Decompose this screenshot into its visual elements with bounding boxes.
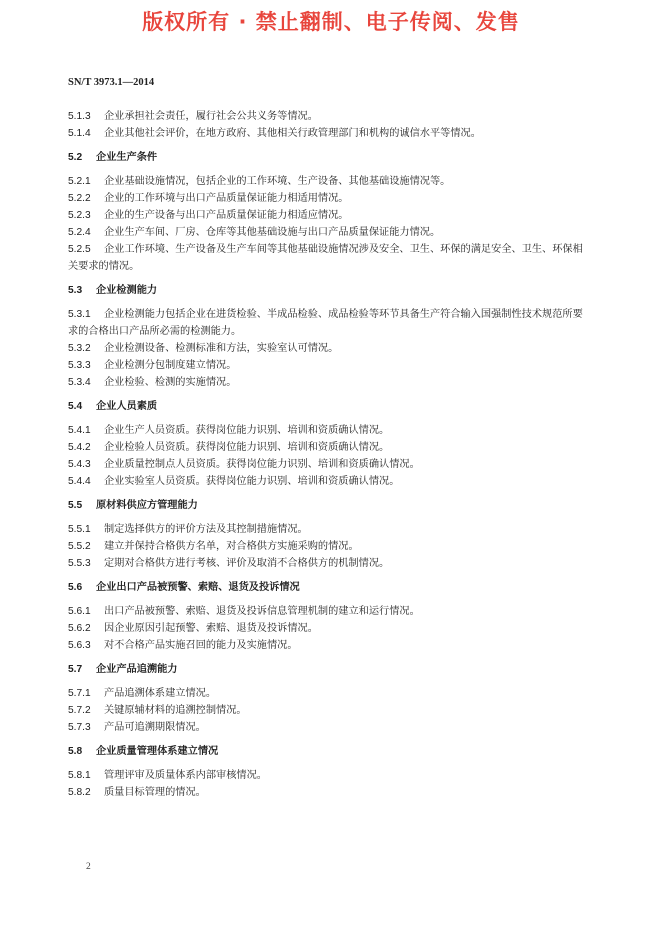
clause-text: 因企业原因引起预警、索赔、退货及投诉情况。 bbox=[104, 623, 318, 634]
clause-item bbox=[68, 207, 588, 224]
standard-code: SN/T 3973.1—2014 bbox=[68, 77, 155, 88]
clause-number: 5.7.1 bbox=[68, 688, 91, 699]
section-heading bbox=[68, 149, 588, 166]
copyright-watermark: 版权所有 · 禁止翻制、电子传阅、发售 bbox=[142, 10, 520, 34]
clause-number: 5.3.3 bbox=[68, 360, 91, 371]
clause-number: 5.4.1 bbox=[68, 425, 91, 436]
clause-number: 5.8 bbox=[68, 746, 83, 757]
clause-number: 5.4.4 bbox=[68, 476, 91, 487]
clause-item bbox=[68, 784, 588, 801]
section-heading bbox=[68, 579, 588, 596]
clause-text: 对不合格产品实施召回的能力及实施情况。 bbox=[104, 640, 298, 651]
clause-text: 企业生产车间、厂房、仓库等其他基础设施与出口产品质量保证能力情况。 bbox=[104, 227, 441, 238]
document-body bbox=[68, 108, 588, 801]
clause-item bbox=[68, 620, 588, 637]
clause-number: 5.4 bbox=[68, 401, 83, 412]
clause-text: 企业检测分包制度建立情况。 bbox=[104, 360, 237, 371]
clause-number: 5.3.2 bbox=[68, 343, 91, 354]
clause-number: 5.1.4 bbox=[68, 128, 91, 139]
clause-item bbox=[68, 422, 588, 439]
clause-item bbox=[68, 439, 588, 456]
clause-item bbox=[68, 767, 588, 784]
clause-text: 关键原辅材料的追溯控制情况。 bbox=[104, 705, 247, 716]
clause-number: 5.7 bbox=[68, 664, 83, 675]
clause-item bbox=[68, 702, 588, 719]
clause-text: 企业基础设施情况，包括企业的工作环境、生产设备、其他基础设施情况等。 bbox=[104, 176, 451, 187]
clause-text: 出口产品被预警、索赔、退货及投诉信息管理机制的建立和运行情况。 bbox=[104, 606, 420, 617]
clause-number: 5.3 bbox=[68, 285, 83, 296]
clause-item bbox=[68, 719, 588, 736]
section-heading bbox=[68, 661, 588, 678]
clause-item bbox=[68, 125, 588, 142]
clause-text: 企业生产条件 bbox=[96, 152, 158, 163]
clause-item bbox=[68, 521, 588, 538]
clause-item bbox=[68, 374, 588, 391]
clause-text: 企业实验室人员资质。获得岗位能力识别、培训和资质确认情况。 bbox=[104, 476, 400, 487]
clause-text: 企业检测能力包括企业在进货检验、半成品检验、成品检验等环节具备生产符合输入国强制性技术规范所要求的合格出口产品所必需的检测能力。 bbox=[68, 309, 583, 337]
clause-text: 企业质量管理体系建立情况 bbox=[96, 746, 219, 757]
clause-number: 5.3.4 bbox=[68, 377, 91, 388]
clause-text: 产品可追溯期限情况。 bbox=[104, 722, 206, 733]
clause-text: 建立并保持合格供方名单，对合格供方实施采购的情况。 bbox=[104, 541, 359, 552]
clause-number: 5.2.3 bbox=[68, 210, 91, 221]
clause-text: 企业产品追溯能力 bbox=[96, 664, 178, 675]
section-heading bbox=[68, 398, 588, 415]
clause-text: 企业检测能力 bbox=[96, 285, 158, 296]
section-heading bbox=[68, 497, 588, 514]
clause-item bbox=[68, 456, 588, 473]
clause-item bbox=[68, 306, 588, 340]
clause-text: 定期对合格供方进行考核、评价及取消不合格供方的机制情况。 bbox=[104, 558, 390, 569]
clause-text: 企业其他社会评价，在地方政府、其他相关行政管理部门和机构的诚信水平等情况。 bbox=[104, 128, 481, 139]
clause-number: 5.2.2 bbox=[68, 193, 91, 204]
clause-text: 企业检验、检测的实施情况。 bbox=[104, 377, 237, 388]
clause-item bbox=[68, 357, 588, 374]
clause-number: 5.2 bbox=[68, 152, 83, 163]
section-heading bbox=[68, 282, 588, 299]
clause-number: 5.5.3 bbox=[68, 558, 91, 569]
clause-item bbox=[68, 555, 588, 572]
clause-item bbox=[68, 340, 588, 357]
clause-number: 5.6.1 bbox=[68, 606, 91, 617]
clause-number: 5.6.3 bbox=[68, 640, 91, 651]
clause-text: 企业检验人员资质。获得岗位能力识别、培训和资质确认情况。 bbox=[104, 442, 390, 453]
page-number: 2 bbox=[86, 862, 91, 872]
clause-item bbox=[68, 603, 588, 620]
clause-item bbox=[68, 173, 588, 190]
clause-number: 5.1.3 bbox=[68, 111, 91, 122]
clause-item bbox=[68, 473, 588, 490]
clause-item bbox=[68, 241, 588, 275]
clause-number: 5.2.4 bbox=[68, 227, 91, 238]
clause-text: 企业承担社会责任，履行社会公共义务等情况。 bbox=[104, 111, 318, 122]
clause-text: 企业出口产品被预警、索赔、退货及投诉情况 bbox=[96, 582, 300, 593]
clause-number: 5.8.2 bbox=[68, 787, 91, 798]
clause-text: 企业质量控制点人员资质。获得岗位能力识别、培训和资质确认情况。 bbox=[104, 459, 420, 470]
clause-number: 5.6.2 bbox=[68, 623, 91, 634]
clause-number: 5.2.1 bbox=[68, 176, 91, 187]
clause-number: 5.6 bbox=[68, 582, 83, 593]
clause-number: 5.3.1 bbox=[68, 309, 91, 320]
clause-number: 5.7.2 bbox=[68, 705, 91, 716]
clause-text: 质量目标管理的情况。 bbox=[104, 787, 206, 798]
clause-number: 5.5 bbox=[68, 500, 83, 511]
clause-item bbox=[68, 190, 588, 207]
clause-text: 企业的工作环境与出口产品质量保证能力相适用情况。 bbox=[104, 193, 349, 204]
clause-item bbox=[68, 538, 588, 555]
section-heading bbox=[68, 743, 588, 760]
clause-number: 5.4.2 bbox=[68, 442, 91, 453]
clause-number: 5.8.1 bbox=[68, 770, 91, 781]
clause-text: 企业生产人员资质。获得岗位能力识别、培训和资质确认情况。 bbox=[104, 425, 390, 436]
clause-text: 企业的生产设备与出口产品质量保证能力相适应情况。 bbox=[104, 210, 349, 221]
clause-item bbox=[68, 685, 588, 702]
clause-text: 企业工作环境、生产设备及生产车间等其他基础设施情况涉及安全、卫生、环保的满足安全、卫生、环保相关要求的情况。 bbox=[68, 244, 583, 272]
clause-item bbox=[68, 108, 588, 125]
clause-text: 制定选择供方的评价方法及其控制措施情况。 bbox=[104, 524, 308, 535]
clause-item bbox=[68, 637, 588, 654]
clause-text: 原材料供应方管理能力 bbox=[96, 500, 198, 511]
clause-text: 企业检测设备、检测标准和方法，实验室认可情况。 bbox=[104, 343, 339, 354]
clause-number: 5.5.1 bbox=[68, 524, 91, 535]
clause-text: 管理评审及质量体系内部审核情况。 bbox=[104, 770, 267, 781]
clause-number: 5.7.3 bbox=[68, 722, 91, 733]
clause-item bbox=[68, 224, 588, 241]
clause-number: 5.4.3 bbox=[68, 459, 91, 470]
clause-text: 产品追溯体系建立情况。 bbox=[104, 688, 217, 699]
clause-number: 5.2.5 bbox=[68, 244, 91, 255]
clause-number: 5.5.2 bbox=[68, 541, 91, 552]
clause-text: 企业人员素质 bbox=[96, 401, 158, 412]
